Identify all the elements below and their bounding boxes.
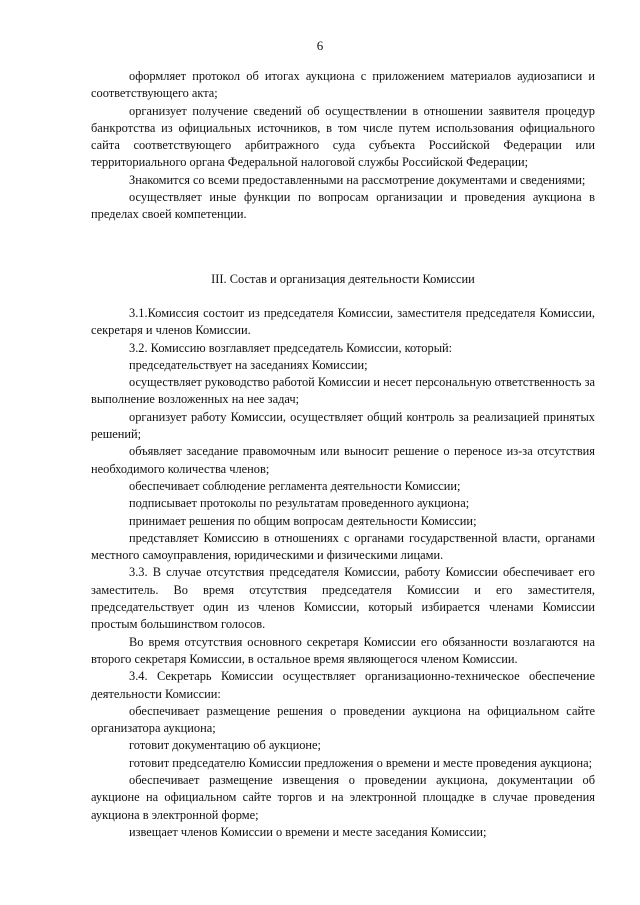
paragraph: 3.4. Секретарь Комиссии осуществляет организационно-техническое обеспечение деятельности Комиссии:	[91, 669, 595, 701]
paragraph: представляет Комиссию в отношениях с органами государственной власти, органами местного самоуправления, юридическими и физическими лицами.	[91, 530, 595, 563]
paragraph: председательствует на заседаниях Комиссии;	[129, 357, 368, 372]
paragraph: осуществляет руководство работой Комиссии и несет персональную ответственность за выполнение возложенных на нее задач;	[91, 375, 595, 407]
commission-functions-list	[91, 68, 595, 224]
paragraph: объявляет заседание правомочным или выносит решение о переносе из-за отсутствия необходимого количества членов;	[91, 444, 595, 476]
paragraph: организует работу Комиссии, осуществляет общий контроль за реализацией принятых решений;	[91, 409, 595, 442]
paragraph: оформляет протокол об итогах аукциона с приложением материалов аудиозаписи и соответствующего акта;	[91, 69, 595, 101]
paragraph: готовит документацию об аукционе;	[129, 738, 321, 753]
paragraph: осуществляет иные функции по вопросам организации и проведения аукциона в пределах своей компетенции.	[91, 190, 595, 222]
paragraph: 3.1.Комиссия состоит из председателя Комиссии, заместителя председателя Комиссии, секретаря и членов Комиссии.	[91, 306, 595, 338]
paragraph: подписывает протоколы по результатам проведенного аукциона;	[129, 496, 470, 511]
paragraph: обеспечивает размещение решения о проведении аукциона на официальном сайте организатора аукциона;	[91, 703, 595, 736]
page-number: 6	[316, 38, 324, 53]
paragraph: 3.3. В случае отсутствия председателя Комиссии, работу Комиссии обеспечивает его заместитель. Во время отсутствия председателя Комиссии и его заместителя, председательствует один из членов Комиссии, который избирается членами Комиссии простым большинством голосов.	[91, 565, 595, 632]
paragraph: организует получение сведений об осуществлении в отношении заявителя процедур банкротства из официальных источников, в том числе путем использования официального сайта соответствующего арбитражного суда субъекта Российской Федерации или территориального органа Федеральной налоговой службы Российской Федерации;	[91, 103, 595, 170]
paragraph: извещает членов Комиссии о времени и месте заседания Комиссии;	[129, 824, 487, 839]
paragraph: обеспечивает соблюдение регламента деятельности Комиссии;	[129, 478, 461, 493]
section-body	[91, 305, 595, 841]
paragraph: Знакомится со всеми предоставленными на рассмотрение документами и сведениями;	[129, 172, 586, 187]
paragraph: готовит председателю Комиссии предложения о времени и месте проведения аукциона;	[129, 755, 593, 770]
paragraph: 3.2. Комиссию возглавляет председатель Комиссии, который:	[129, 340, 453, 355]
section-heading: III. Состав и организация деятельности Комиссии	[211, 272, 475, 286]
paragraph: Во время отсутствия основного секретаря Комиссии его обязанности возлагаются на второго секретаря Комиссии, в остальное время являющегося членом Комиссии.	[91, 634, 595, 666]
paragraph: принимает решения по общим вопросам деятельности Комиссии;	[129, 513, 477, 528]
paragraph: обеспечивает размещение извещения о проведении аукциона, документации об аукционе на официальном сайте торгов и на электронной площадке в случае проведения аукциона в электронной форме;	[91, 773, 595, 822]
